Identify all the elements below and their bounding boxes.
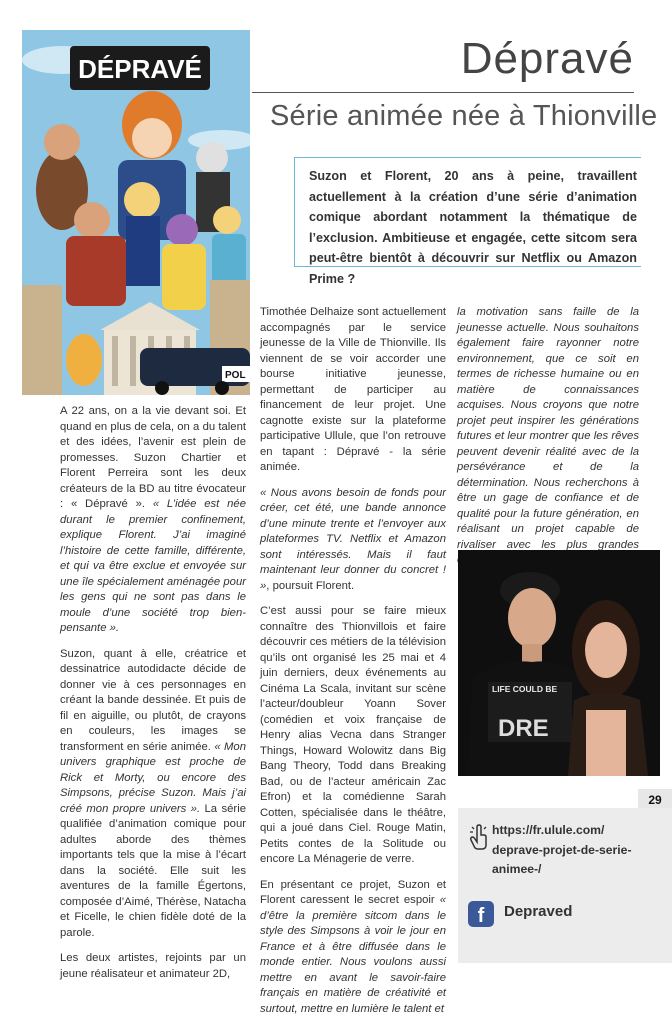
paragraph-text: En présentant ce projet, Suzon et Florent caressent le secret espoir [260,878,446,906]
pointer-click-icon [468,824,490,855]
paragraph [260,305,446,476]
title-divider [252,92,634,93]
paragraph-text: Les deux artistes, rejoints par un jeune réalisateur et animateur 2D, [60,952,246,980]
quote-text: « Nous avons besoin de fonds pour créer, cet été, une bande annonce d’une minute trente et l’envoyer aux plateformes TV. Netflix et Amazon sont intéressés. Mais il faut maintenant leur donner du concret ! » [260,486,446,592]
quote-text: la motivation sans faille de la jeunesse actuelle. Nous souhaitons également faire rayonner notre environnement, que ce soit en termes de richesse humaine ou en matière de connaissances acquises. Nous croyons que notre projet peut inspirer les générations futures et leur montrer que les rêves peuvent devenir réalité avec de la persévérance et de la détermination. Nous recherchons à être un gage de confiance et de qualité pour la future génération, en réalisant un projet capable de rivaliser avec les plus grandes [457,306,639,551]
facebook-icon[interactable]: f [468,901,494,927]
quote-text: « Mon univers graphique est proche de Rick et Morty, ou encore des Simpsons, précise Suzon. Mais j’ai créé mon propre univers ». [60,740,246,815]
page-title: Dépravé [460,34,634,83]
article-column-1 [60,404,246,992]
article-column-2 [260,305,446,1027]
cover-illustration [22,30,250,395]
paragraph [260,604,446,868]
article-column-3 [457,305,639,579]
link-line: https://fr.ulule.com/ [492,823,605,837]
page-number: 29 [638,789,672,811]
paragraph [60,647,246,942]
paragraph [260,486,446,595]
paragraph [457,305,639,569]
shirt-text-1: LIFE COULD BE [492,684,558,694]
shirt-text-2: DRE [498,715,549,742]
paragraph-text: Suzon, quant à elle, créatrice et dessinatrice autodidacte décide de donner vie à ces personnages en créant la bande dessinée. Et puis de fil en aiguille, ou plutôt, de crayons en couleurs, les images se transforment en série animée. [60,647,246,753]
link-line: deprave-projet-de-serie- [492,842,632,857]
cover-police-text: POL [225,370,246,381]
intro-box [294,157,641,286]
link-line: animee-/ [492,862,542,876]
paragraph-text: Timothée Delhaize sont actuellement accompagnés par le service jeunesse de la Ville de Thionville. Ils viennent de se voir accorder une bourse initiative jeunesse, permettant de participer au financement de leur projet. Une cagnotte existe sur la plateforme participative Ullule, que l’on retrouve en tapant : Dépravé - la série animée. [260,306,446,473]
intro-text: Suzon et Florent, 20 ans à peine, travaillent actuellement à la création d’une série d’animation comique abordant notamment la thématique de l’exclusion. Ambitieuse et engagée, cette sitcom sera peut-être bientôt à découvrir sur Netflix ou Amazon Prime ? [309,169,637,286]
paragraph [60,951,246,982]
paragraph [60,404,246,637]
quote-text: « d’être la première sitcom dans le style des Simpsons à voir le jour en France et à être diffusée dans le monde entier. Nous voulons aussi mettre en avant le savoir-faire français en matière de créativité et surtout, mettre en lumière le talent et [260,894,446,1015]
cover-logo-text: DÉPRAVÉ [78,54,202,84]
facebook-page-name[interactable]: Depraved [504,903,573,920]
paragraph [260,878,446,1018]
paragraph-text: , poursuit Florent. [266,579,355,592]
quote-text: « L’idée est née durant le premier confinement, explique Florent. J’ai imaginé l’histoire de cette famille, différente, et qui va être exclue et envoyée sur une île spécialement aménagée pour les gens qui ne sont pas dans le moule d’une société trop bien-pensante ». [60,498,246,634]
page-subtitle: Série animée née à Thionville [270,100,658,132]
paragraph-text: A 22 ans, on a la vie devant soi. Et quand en plus de cela, on a du talent et des idées, l’avenir est plein de promesses. Suzon Chartier et Florent Perreira sont les deux créateurs de la BD au titre évocateur : « Dépravé ». [60,405,246,510]
paragraph-text: La série qualifiée d’animation comique pour adultes aborde des thèmes importants tels que la mise à l’écart dans la société. Elle suit les aventures de la famille Égertons, composée d’Aimé, Thérèse, Natacha et Ficelle, le chien fidèle doté de la parole. [60,802,246,939]
ulule-link[interactable] [492,821,668,880]
link-box [458,808,672,963]
paragraph-text: C’est aussi pour se faire mieux connaître des Thionvillois et faire découvrir ces métiers de la télévision qu’ils ont organisé les 25 mai et 4 juin derniers, deux événements au Cinéma La Scala, invitant sur scène l’acteur/doubleur Yoann Sover (comédien et voix française de Henry alias Vecna dans Stranger Things, Howard Wolowitz dans Big Bang Theory, Todd dans Breaking Bad, ou de l’acteur américain Zac Efron) et la comédienne Sarah Cotten, spécialisée dans le théâtre, qui a joué dans Ciel. Rouge Matin, Petits contes de la Solitude ou encore La Ménagerie de verre. [260,605,446,865]
creators-photo [458,550,660,776]
